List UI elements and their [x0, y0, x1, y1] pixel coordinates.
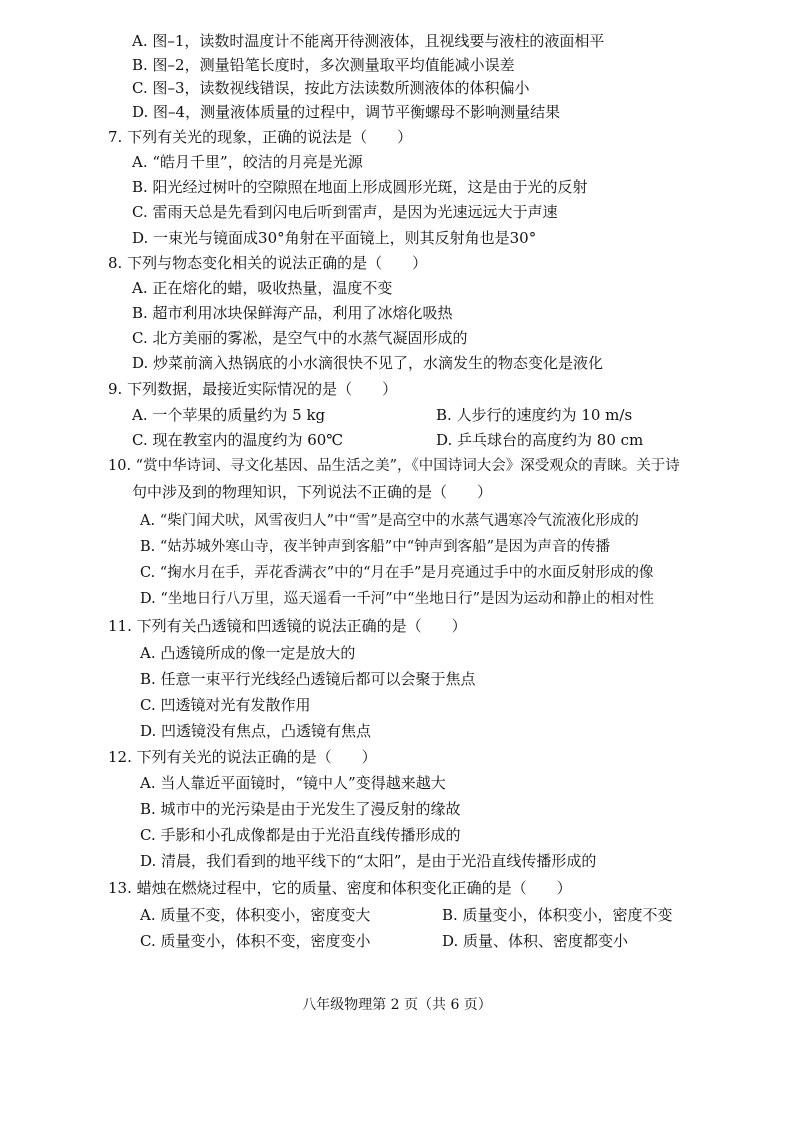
q13-option-a: A. 质量不变，体积变小，密度变大: [140, 906, 371, 924]
q6-option-b: B. 图–2，测量铅笔长度时，多次测量取平均值能减小误差: [132, 56, 515, 74]
q11-option-a: A. 凸透镜所成的像一定是放大的: [140, 644, 356, 662]
q7-stem: 7. 下列有关光的现象，正确的说法是（ ）: [108, 128, 413, 146]
q8-option-c: C. 北方美丽的雾凇，是空气中的水蒸气凝固形成的: [132, 329, 468, 347]
q11-stem: 11. 下列有关凸透镜和凹透镜的说法正确的是（ ）: [108, 617, 467, 635]
q11-option-b: B. 任意一束平行光线经凸透镜后都可以会聚于焦点: [140, 670, 476, 688]
q10-option-a: A. “柴门闻犬吠，风雪夜归人”中“雪”是高空中的水蒸气遇寒冷气流液化形成的: [140, 513, 639, 529]
q13-option-c: C. 质量变小，体积不变，密度变小: [140, 932, 371, 950]
q10-stem-line1: 10. “赏中华诗词、寻文化基因、品生活之美”，《中国诗词大会》深受观众的青睐。关于诗: [108, 458, 680, 474]
q8-option-b: B. 超市利用冰块保鲜海产品，利用了冰熔化吸热: [132, 304, 453, 322]
q12-option-c: C. 手影和小孔成像都是由于光沿直线传播形成的: [140, 826, 461, 844]
page-footer: 八年级物理第 2 页（共 6 页）: [302, 997, 492, 1013]
q13-option-d: D. 质量、体积、密度都变小: [442, 932, 629, 950]
q9-option-b: B. 人步行的速度约为 10 m/s: [436, 406, 633, 424]
q7-option-d: D. 一束光与镜面成30°角射在平面镜上，则其反射角也是30°: [132, 229, 537, 247]
q9-option-d: D. 乒乓球台的高度约为 80 cm: [436, 431, 644, 449]
q12-stem: 12. 下列有关光的说法正确的是（ ）: [108, 748, 377, 766]
q13-option-b: B. 质量变小，体积变小，密度不变: [442, 906, 673, 924]
q6-option-d: D. 图–4，测量液体质量的过程中，调节平衡螺母不影响测量结果: [132, 103, 561, 121]
q10-stem-line2: 句中涉及到的物理知识，下列说法不正确的是（ ）: [132, 483, 493, 501]
q11-option-d: D. 凹透镜没有焦点，凸透镜有焦点: [140, 722, 372, 740]
q9-option-c: C. 现在教室内的温度约为 60℃: [132, 431, 344, 449]
q8-option-a: A. 正在熔化的蜡，吸收热量，温度不变: [132, 279, 393, 297]
q11-option-c: C. 凹透镜对光有发散作用: [140, 696, 311, 714]
q10-option-d: D. “坐地日行八万里，巡天遥看一千河”中“坐地日行”是因为运动和静止的相对性: [140, 591, 654, 607]
q8-option-d: D. 炒菜前滴入热锅底的小水滴很快不见了，水滴发生的物态变化是液化: [132, 354, 604, 372]
q7-option-c: C. 雷雨天总是先看到闪电后听到雷声，是因为光速远远大于声速: [132, 203, 558, 221]
q9-option-a: A. 一个苹果的质量约为 5 kg: [132, 406, 326, 424]
q10-option-c: C. “掬水月在手，弄花香满衣”中的“月在手”是月亮通过手中的水面反射形成的像: [140, 565, 654, 581]
q7-option-a: A. “皓月千里”，皎洁的月亮是光源: [132, 153, 363, 171]
q8-stem: 8. 下列与物态变化相关的说法正确的是（ ）: [108, 254, 428, 272]
q9-stem: 9. 下列数据，最接近实际情况的是（ ）: [108, 380, 398, 398]
q13-stem: 13. 蜡烛在燃烧过程中，它的质量、密度和体积变化正确的是（ ）: [108, 879, 572, 897]
q7-option-b: B. 阳光经过树叶的空隙照在地面上形成圆形光斑，这是由于光的反射: [132, 178, 588, 196]
q12-option-a: A. 当人靠近平面镜时，“镜中人”变得越来越大: [140, 774, 446, 792]
q12-option-d: D. 清晨，我们看到的地平线下的“太阳”，是由于光沿直线传播形成的: [140, 852, 597, 870]
q6-option-a: A. 图–1，读数时温度计不能离开待测液体，且视线要与液柱的液面相平: [132, 32, 605, 50]
q10-option-b: B. “姑苏城外寒山寺，夜半钟声到客船”中“钟声到客船”是因为声音的传播: [140, 539, 611, 555]
q12-option-b: B. 城市中的光污染是由于光发生了漫反射的缘故: [140, 800, 461, 818]
q6-option-c: C. 图–3，读数视线错误，按此方法读数所测液体的体积偏小: [132, 79, 530, 97]
